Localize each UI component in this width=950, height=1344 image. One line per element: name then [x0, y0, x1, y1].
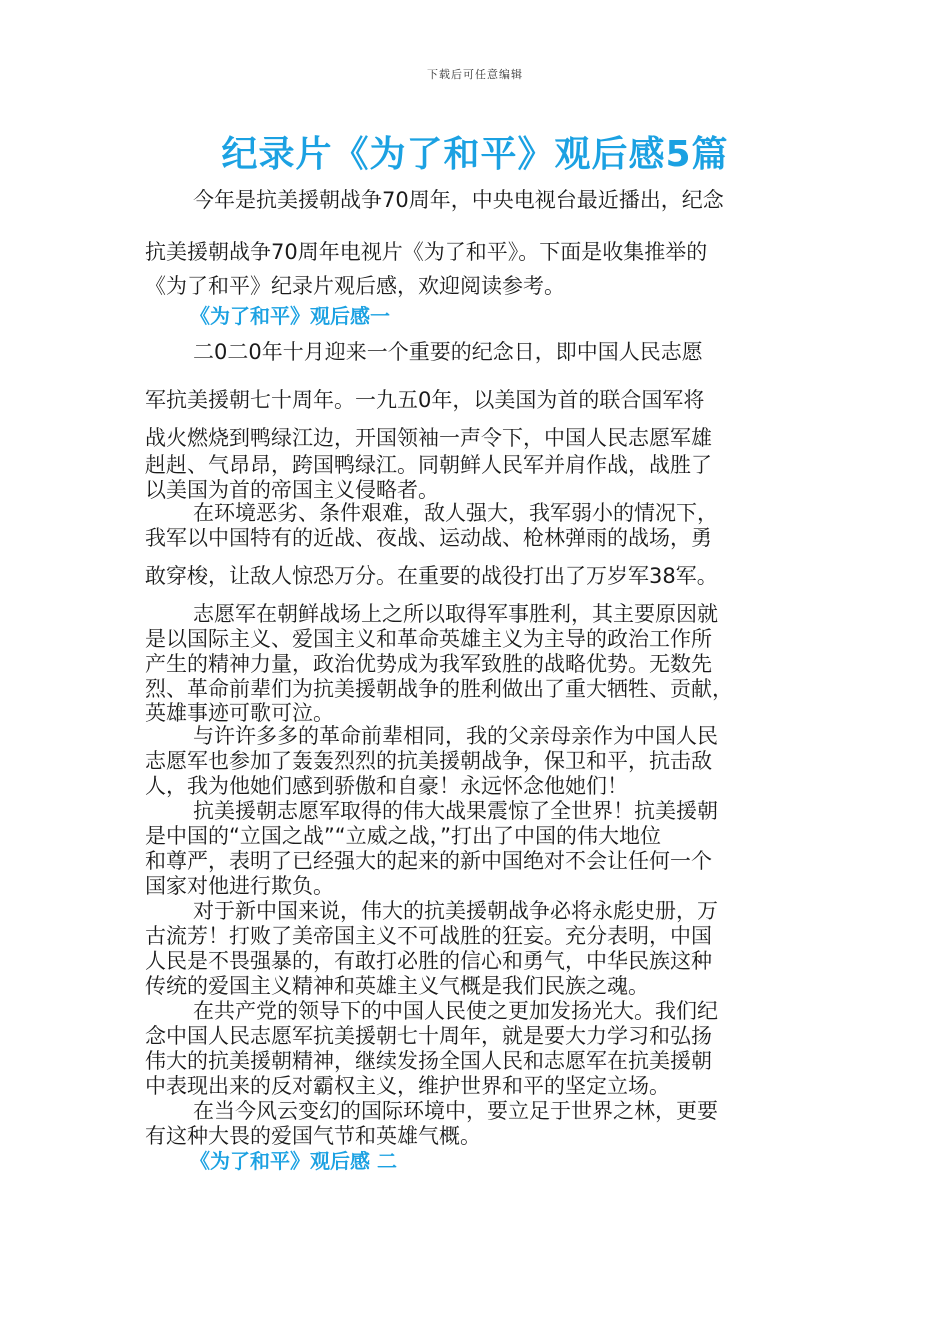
paragraph-line: 古流芳！打败了美帝国主义不可战胜的狂妄。充分表明，中国 [145, 924, 712, 948]
paragraph-line: 产生的精神力量，政治优势成为我军致胜的战略优势。无数先 [145, 652, 712, 676]
paragraph-line: 与许许多多的革命前辈相同，我的父亲母亲作为中国人民 [193, 724, 718, 748]
paragraph-line: 赳赳、气昂昂，跨国鸭绿江。同朝鲜人民军并肩作战，战胜了 [145, 453, 712, 477]
paragraph-line: 国家对他进行欺负。 [145, 874, 334, 898]
paragraph-line: 和尊严，表明了已经强大的起来的新中国绝对不会让任何一个 [145, 849, 712, 873]
paragraph-line: 在当今风云变幻的国际环境中，要立足于世界之林，更要 [193, 1099, 718, 1123]
section-heading-2: 《为了和平》观后感 二 [190, 1149, 397, 1173]
paragraph-line: 二0二0年十月迎来一个重要的纪念日，即中国人民志愿 [193, 340, 703, 364]
paragraph-line: 志愿军也参加了轰轰烈烈的抗美援朝战争，保卫和平，抗击敌 [145, 749, 712, 773]
paragraph-line: 敢穿梭，让敌人惊恐万分。在重要的战役打出了万岁军38军。 [145, 564, 718, 588]
paragraph-line: 烈、革命前辈们为抗美援朝战争的胜利做出了重大牺牲、贡献， [145, 677, 733, 701]
paragraph-line: 抗美援朝战争70周年电视片《为了和平》。下面是收集推举的 [145, 240, 708, 264]
paragraph-line: 是以国际主义、爱国主义和革命英雄主义为主导的政治工作所 [145, 627, 712, 651]
paragraph-line: 今年是抗美援朝战争70周年，中央电视台最近播出，纪念 [193, 188, 724, 212]
paragraph-line: 志愿军在朝鲜战场上之所以取得军事胜利，其主要原因就 [193, 602, 718, 626]
document-title: 纪录片《为了和平》观后感5篇 [221, 134, 729, 175]
paragraph-line: 人民是不畏强暴的，有敢打必胜的信心和勇气，中华民族这种 [145, 949, 712, 973]
paragraph-line: 伟大的抗美援朝精神，继续发扬全国人民和志愿军在抗美援朝 [145, 1049, 712, 1073]
paragraph-line: 在共产党的领导下的中国人民使之更加发扬光大。我们纪 [193, 999, 718, 1023]
paragraph-line: 英雄事迹可歌可泣。 [145, 701, 334, 725]
paragraph-line: 念中国人民志愿军抗美援朝七十周年，就是要大力学习和弘扬 [145, 1024, 712, 1048]
paragraph-line: 战火燃烧到鸭绿江边，开国领袖一声令下，中国人民志愿军雄 [145, 426, 712, 450]
header-note: 下载后可任意编辑 [427, 68, 523, 81]
paragraph-line: 是中国的“立国之战”“立威之战，”打出了中国的伟大地位 [145, 824, 662, 848]
paragraph-line: 有这种大畏的爱国气节和英雄气概。 [145, 1124, 481, 1148]
paragraph-line: 对于新中国来说，伟大的抗美援朝战争必将永彪史册，万 [193, 899, 718, 923]
paragraph-line: 以美国为首的帝国主义侵略者。 [145, 478, 439, 502]
paragraph-line: 中表现出来的反对霸权主义，维护世界和平的坚定立场。 [145, 1074, 670, 1098]
paragraph-line: 我军以中国特有的近战、夜战、运动战、枪林弹雨的战场，勇 [145, 526, 712, 550]
paragraph-line: 在环境恶劣、条件艰难，敌人强大，我军弱小的情况下， [193, 501, 718, 525]
paragraph-line: 军抗美援朝七十周年。一九五0年，以美国为首的联合国军将 [145, 388, 705, 412]
paragraph-line: 传统的爱国主义精神和英雄主义气概是我们民族之魂。 [145, 974, 649, 998]
paragraph-line: 人，我为他她们感到骄傲和自豪！永远怀念他她们！ [145, 774, 628, 798]
paragraph-line: 抗美援朝志愿军取得的伟大战果震惊了全世界！抗美援朝 [193, 799, 718, 823]
section-heading-1: 《为了和平》观后感一 [190, 304, 390, 328]
paragraph-line: 《为了和平》纪录片观后感，欢迎阅读参考。 [145, 274, 565, 298]
